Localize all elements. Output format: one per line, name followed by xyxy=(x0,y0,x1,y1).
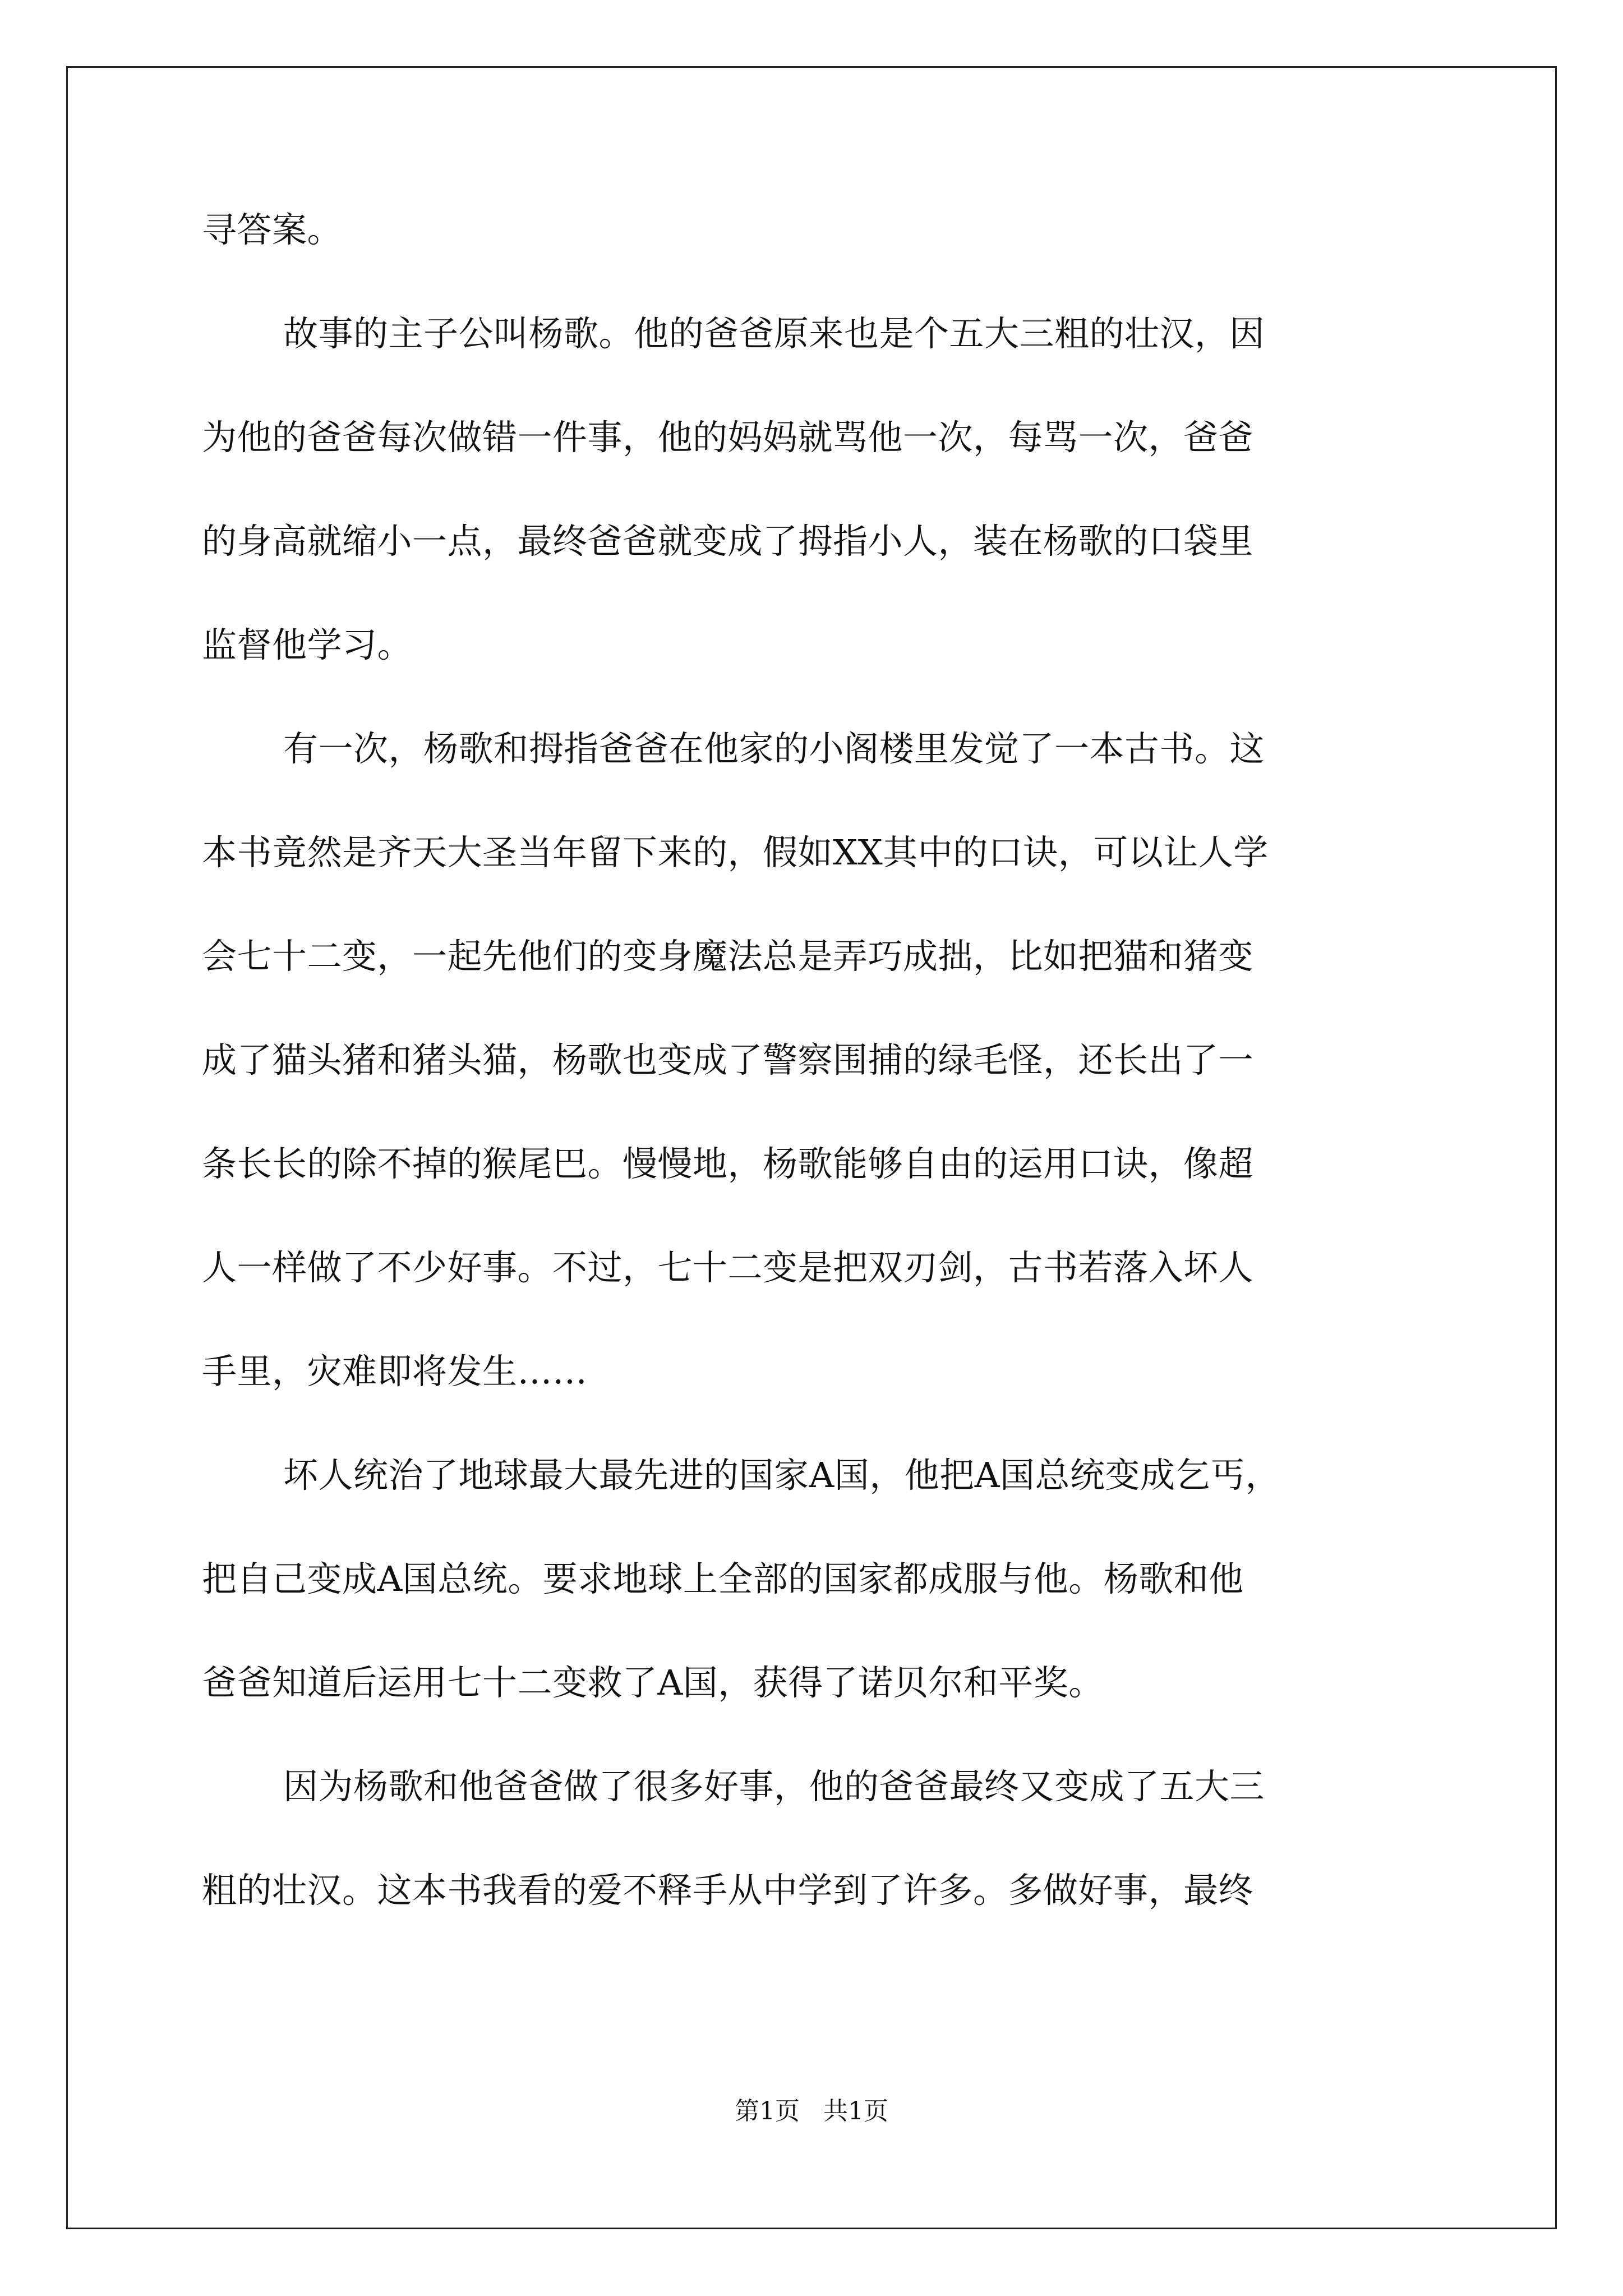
text-line: 成了猫头猪和猪头猫，杨歌也变成了警察围捕的绿毛怪，还长出了一 xyxy=(202,1039,1254,1080)
text-line: 为他的爸爸每次做错一件事，他的妈妈就骂他一次，每骂一次，爸爸 xyxy=(202,417,1254,458)
text-line: 把自己变成A国总统。要求地球上全部的国家都成服与他。杨歌和他 xyxy=(202,1558,1244,1599)
page-number-footer: 第1页 共1页 xyxy=(735,2097,888,2125)
text-line: 爸爸知道后运用七十二变救了A国，获得了诺贝尔和平奖。 xyxy=(202,1662,1104,1703)
text-line: 本书竟然是齐天大圣当年留下来的，假如XX其中的口诀，可以让人学 xyxy=(202,832,1269,873)
text-line: 人一样做了不少好事。不过，七十二变是把双刃剑，古书若落入坏人 xyxy=(202,1247,1254,1288)
text-line: 条长长的除不掉的猴尾巴。慢慢地，杨歌能够自由的运用口诀，像超 xyxy=(202,1143,1254,1184)
text-line: 会七十二变，一起先他们的变身魔法总是弄巧成拙，比如把猫和猪变 xyxy=(202,936,1254,977)
text-line: 寻答案。 xyxy=(202,209,343,250)
paragraph-first-line: 因为杨歌和他爸爸做了很多好事，他的爸爸最终又变成了五大三 xyxy=(283,1766,1265,1807)
text-line: 监督他学习。 xyxy=(202,624,413,665)
paragraph-first-line: 有一次，杨歌和拇指爸爸在他家的小阁楼里发觉了一本古书。这 xyxy=(283,728,1265,769)
paragraph-first-line: 坏人统治了地球最大最先进的国家A国，他把A国总统变成乞丐， xyxy=(283,1455,1281,1496)
text-line: 手里，灾难即将发生…… xyxy=(202,1351,588,1392)
text-line: 的身高就缩小一点，最终爸爸就变成了拇指小人，装在杨歌的口袋里 xyxy=(202,521,1254,562)
paragraph-first-line: 故事的主子公叫杨歌。他的爸爸原来也是个五大三粗的壮汉，因 xyxy=(283,313,1265,354)
text-line: 粗的壮汉。这本书我看的爱不释手从中学到了许多。多做好事，最终 xyxy=(202,1870,1254,1911)
